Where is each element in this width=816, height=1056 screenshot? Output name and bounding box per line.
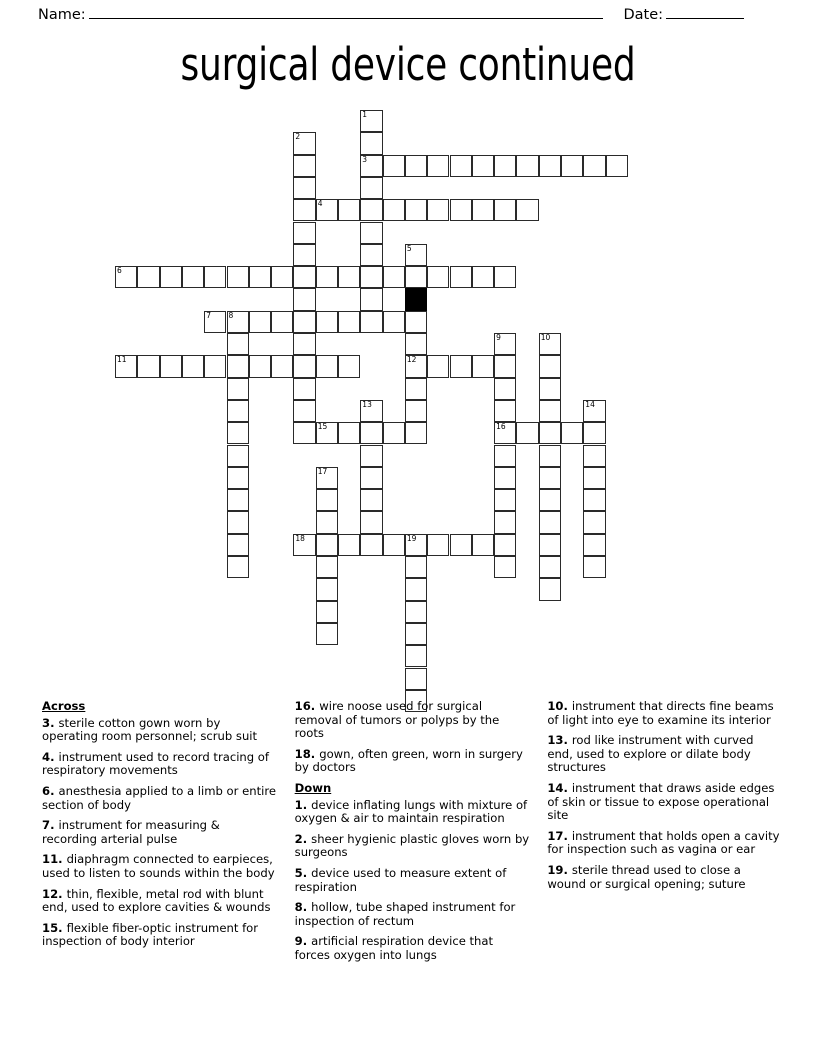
- grid-cell[interactable]: [472, 266, 494, 288]
- clue-text: rod like instrument with curved end, used to explore or dilate body structures: [547, 733, 754, 775]
- grid-cell[interactable]: [539, 378, 561, 400]
- grid-cell[interactable]: [316, 511, 338, 533]
- grid-cell-number: 19: [406, 533, 417, 543]
- grid-cell[interactable]: [316, 199, 338, 221]
- grid-cell[interactable]: [383, 155, 405, 177]
- name-label: Name:: [38, 7, 86, 23]
- clue-text: device used to measure extent of respiration: [294, 865, 507, 894]
- grid-cell-number: 3: [362, 154, 368, 164]
- grid-cell[interactable]: [405, 556, 427, 578]
- grid-cell[interactable]: [383, 311, 405, 333]
- grid-cell[interactable]: [516, 422, 538, 444]
- grid-cell[interactable]: [115, 355, 137, 377]
- grid-cell[interactable]: [405, 155, 427, 177]
- grid-cell[interactable]: [360, 132, 382, 154]
- grid-cell[interactable]: [338, 311, 360, 333]
- clue-across-7: [42, 819, 277, 846]
- grid-cell[interactable]: [472, 155, 494, 177]
- grid-cell[interactable]: [360, 177, 382, 199]
- clue-text: thin, flexible, metal rod with blunt end, used to explore cavities & wounds: [42, 886, 271, 915]
- grid-cell[interactable]: [293, 222, 315, 244]
- grid-cell[interactable]: [405, 400, 427, 422]
- grid-cell[interactable]: [606, 155, 628, 177]
- clues-section: [42, 700, 782, 980]
- grid-cell[interactable]: [539, 445, 561, 467]
- grid-cell[interactable]: [227, 378, 249, 400]
- grid-cell[interactable]: [405, 645, 427, 667]
- grid-cell[interactable]: [316, 311, 338, 333]
- clue-number: 13.: [547, 733, 572, 748]
- grid-cell[interactable]: [494, 155, 516, 177]
- grid-cell-number: 18: [295, 533, 305, 543]
- grid-cell[interactable]: [583, 489, 605, 511]
- grid-cell[interactable]: [160, 355, 182, 377]
- grid-cell[interactable]: [539, 155, 561, 177]
- grid-cell[interactable]: [293, 333, 315, 355]
- grid-cell[interactable]: [249, 311, 271, 333]
- grid-cell[interactable]: [405, 578, 427, 600]
- grid-cell[interactable]: [539, 355, 561, 377]
- grid-cell[interactable]: [316, 534, 338, 556]
- clue-across-11: [42, 853, 277, 880]
- grid-cell[interactable]: [338, 355, 360, 377]
- clue-text: instrument that directs fine beams of light into eye to examine its interior: [547, 699, 774, 727]
- grid-cell[interactable]: [450, 266, 472, 288]
- clue-number: 17.: [547, 828, 572, 843]
- grid-cell[interactable]: [293, 534, 315, 556]
- clue-text: hollow, tube shaped instrument for inspection of rectum: [294, 900, 516, 928]
- grid-cell[interactable]: [293, 355, 315, 377]
- grid-cell[interactable]: [360, 400, 382, 422]
- clue-number: 8.: [294, 900, 312, 915]
- grid-cell[interactable]: [182, 266, 204, 288]
- grid-cell[interactable]: [360, 266, 382, 288]
- grid-cell[interactable]: [539, 400, 561, 422]
- clue-text: anesthesia applied to a limb or entire section of body: [42, 783, 276, 812]
- grid-cell[interactable]: [360, 155, 382, 177]
- grid-cell[interactable]: [405, 311, 427, 333]
- grid-cell[interactable]: [227, 311, 249, 333]
- clue-down-17: [547, 830, 782, 857]
- grid-cell[interactable]: [450, 155, 472, 177]
- grid-cell[interactable]: [360, 244, 382, 266]
- grid-cell[interactable]: [561, 422, 583, 444]
- grid-cell[interactable]: [115, 266, 137, 288]
- grid-cell[interactable]: [316, 623, 338, 645]
- clue-number: 9.: [294, 934, 312, 949]
- grid-cell[interactable]: [204, 266, 226, 288]
- grid-cell[interactable]: [227, 489, 249, 511]
- grid-cell[interactable]: [405, 668, 427, 690]
- grid-cell[interactable]: [360, 467, 382, 489]
- clue-number: 6.: [42, 783, 59, 798]
- grid-cell[interactable]: [316, 556, 338, 578]
- grid-cell-number: 5: [406, 243, 412, 253]
- grid-cell[interactable]: [316, 467, 338, 489]
- grid-cell[interactable]: [539, 467, 561, 489]
- grid-cell[interactable]: [427, 355, 449, 377]
- grid-cell[interactable]: [316, 355, 338, 377]
- clue-number: 5.: [294, 865, 312, 880]
- grid-cell[interactable]: [583, 422, 605, 444]
- clue-across-16: [295, 700, 530, 741]
- grid-cell[interactable]: [227, 511, 249, 533]
- grid-cell[interactable]: [583, 534, 605, 556]
- clue-down-14: [547, 782, 782, 823]
- grid-cell[interactable]: [583, 400, 605, 422]
- clue-down-13: [547, 734, 782, 775]
- grid-cell-number: 9: [496, 333, 501, 342]
- clue-text: instrument that draws aside edges of skin or tissue to expose operational site: [547, 780, 775, 823]
- grid-cell[interactable]: [494, 489, 516, 511]
- grid-cell[interactable]: [227, 422, 249, 444]
- grid-cell[interactable]: [450, 534, 472, 556]
- clue-number: 19.: [547, 862, 572, 877]
- clue-number: 16.: [294, 699, 320, 713]
- grid-cell[interactable]: [539, 333, 561, 355]
- clue-text: sheer hygienic plastic gloves worn by surgeons: [294, 831, 530, 860]
- grid-cell[interactable]: [293, 132, 315, 154]
- grid-cell[interactable]: [227, 400, 249, 422]
- grid-cell[interactable]: [405, 199, 427, 221]
- grid-cell-number: 1: [362, 110, 368, 119]
- down-heading: Down: [294, 780, 332, 795]
- grid-cell-number: 13: [362, 399, 372, 409]
- grid-cell[interactable]: [427, 199, 449, 221]
- grid-cell[interactable]: [360, 511, 382, 533]
- grid-cell[interactable]: [494, 355, 516, 377]
- grid-cell[interactable]: [227, 556, 249, 578]
- grid-cell[interactable]: [383, 422, 405, 444]
- grid-cell[interactable]: [360, 422, 382, 444]
- grid-cell[interactable]: [405, 601, 427, 623]
- grid-cell[interactable]: [338, 199, 360, 221]
- grid-cell-number: 17: [317, 466, 328, 476]
- clue-number: 18.: [294, 746, 320, 761]
- grid-cell-number: 12: [406, 355, 417, 365]
- grid-cell[interactable]: [204, 355, 226, 377]
- grid-cell[interactable]: [494, 266, 516, 288]
- clue-text: gown, often green, worn in surgery by doctors: [294, 746, 523, 775]
- grid-cell[interactable]: [472, 355, 494, 377]
- grid-cell[interactable]: [516, 199, 538, 221]
- clue-text: sterile thread used to close a wound or surgical opening; suture: [547, 862, 746, 891]
- grid-cell[interactable]: [494, 199, 516, 221]
- clue-down-8: [295, 901, 530, 928]
- grid-cell[interactable]: [494, 511, 516, 533]
- grid-cell[interactable]: [494, 534, 516, 556]
- clue-number: 10.: [547, 699, 572, 713]
- grid-cell[interactable]: [383, 534, 405, 556]
- grid-cell[interactable]: [316, 578, 338, 600]
- grid-cell-blocked: [405, 288, 427, 310]
- grid-cell[interactable]: [338, 266, 360, 288]
- grid-cell[interactable]: [539, 422, 561, 444]
- grid-cell[interactable]: [293, 199, 315, 221]
- grid-cell[interactable]: [405, 266, 427, 288]
- grid-cell[interactable]: [249, 266, 271, 288]
- grid-cell[interactable]: [405, 378, 427, 400]
- clue-text: device inflating lungs with mixture of oxygen & air to maintain respiration: [294, 797, 528, 826]
- grid-cell[interactable]: [227, 467, 249, 489]
- grid-cell[interactable]: [137, 266, 159, 288]
- grid-cell-number: 8: [228, 310, 234, 320]
- clue-text: artificial respiration device that forces oxygen into lungs: [294, 934, 494, 962]
- clue-number: 2.: [294, 831, 312, 846]
- clue-text: sterile cotton gown worn by operating room personnel; scrub suit: [42, 715, 258, 744]
- grid-cell[interactable]: [539, 556, 561, 578]
- grid-cell[interactable]: [583, 467, 605, 489]
- grid-cell[interactable]: [293, 378, 315, 400]
- grid-cell-number: 2: [295, 132, 301, 142]
- grid-cell[interactable]: [360, 222, 382, 244]
- grid-cell[interactable]: [539, 534, 561, 556]
- grid-cell[interactable]: [583, 445, 605, 467]
- date-label: Date:: [623, 7, 663, 23]
- grid-cell-number: 14: [585, 399, 595, 409]
- grid-cell[interactable]: [472, 534, 494, 556]
- clue-number: 4.: [42, 749, 59, 764]
- clue-number: 14.: [547, 780, 572, 795]
- grid-cell-number: 4: [317, 199, 323, 209]
- grid-cell[interactable]: [293, 288, 315, 310]
- clue-across-3: [42, 717, 277, 744]
- clue-text: diaphragm connected to earpieces, used to listen to sounds within the body: [42, 852, 275, 880]
- grid-cell[interactable]: [271, 266, 293, 288]
- grid-cell[interactable]: [472, 199, 494, 221]
- grid-cell[interactable]: [271, 355, 293, 377]
- grid-cell[interactable]: [316, 489, 338, 511]
- grid-cell[interactable]: [360, 199, 382, 221]
- grid-cell[interactable]: [494, 333, 516, 355]
- grid-cell[interactable]: [338, 422, 360, 444]
- grid-cell[interactable]: [316, 266, 338, 288]
- grid-cell[interactable]: [227, 355, 249, 377]
- grid-cell-number: 11: [117, 355, 127, 365]
- grid-cell[interactable]: [583, 155, 605, 177]
- grid-cell[interactable]: [405, 422, 427, 444]
- grid-cell[interactable]: [249, 355, 271, 377]
- grid-cell[interactable]: [316, 422, 338, 444]
- clue-down-10: [547, 700, 782, 727]
- grid-cell[interactable]: [360, 445, 382, 467]
- across-heading: Across: [42, 699, 86, 713]
- grid-cell[interactable]: [583, 556, 605, 578]
- grid-cell-number: 15: [317, 422, 328, 432]
- grid-cell[interactable]: [360, 534, 382, 556]
- grid-cell[interactable]: [583, 511, 605, 533]
- grid-cell[interactable]: [160, 266, 182, 288]
- grid-cell[interactable]: [539, 489, 561, 511]
- clue-number: 1.: [294, 797, 312, 812]
- grid-cell[interactable]: [293, 311, 315, 333]
- clue-across-6: [42, 785, 277, 812]
- grid-cell[interactable]: [427, 266, 449, 288]
- clue-across-15: [42, 922, 277, 949]
- clue-text: instrument used to record tracing of respiratory movements: [42, 749, 269, 778]
- grid-cell[interactable]: [182, 355, 204, 377]
- clue-number: 3.: [42, 715, 59, 730]
- grid-cell[interactable]: [494, 378, 516, 400]
- grid-cell[interactable]: [405, 623, 427, 645]
- grid-cell[interactable]: [227, 266, 249, 288]
- grid-cell[interactable]: [494, 556, 516, 578]
- grid-cell[interactable]: [293, 244, 315, 266]
- grid-cell[interactable]: [427, 534, 449, 556]
- grid-cell[interactable]: [293, 400, 315, 422]
- grid-cell[interactable]: [227, 445, 249, 467]
- grid-cell[interactable]: [293, 422, 315, 444]
- clue-number: 11.: [42, 852, 67, 867]
- grid-cell[interactable]: [293, 177, 315, 199]
- grid-cell-number: 16: [496, 422, 506, 432]
- grid-cell-number: 6: [117, 266, 122, 276]
- grid-cell[interactable]: [539, 578, 561, 600]
- grid-cell[interactable]: [450, 355, 472, 377]
- grid-cell[interactable]: [539, 511, 561, 533]
- grid-cell[interactable]: [227, 333, 249, 355]
- clue-across-18: [295, 748, 530, 775]
- grid-cell[interactable]: [427, 155, 449, 177]
- clue-across-12: [42, 888, 277, 915]
- grid-cell[interactable]: [360, 311, 382, 333]
- clue-down-2: [295, 833, 530, 860]
- grid-cell[interactable]: [405, 244, 427, 266]
- grid-cell[interactable]: [316, 601, 338, 623]
- grid-cell[interactable]: [494, 445, 516, 467]
- grid-cell[interactable]: [360, 110, 382, 132]
- grid-cell[interactable]: [293, 155, 315, 177]
- grid-cell[interactable]: [360, 489, 382, 511]
- grid-cell[interactable]: [271, 311, 293, 333]
- grid-cell[interactable]: [137, 355, 159, 377]
- grid-cell[interactable]: [450, 199, 472, 221]
- grid-cell[interactable]: [494, 400, 516, 422]
- grid-cell[interactable]: [405, 333, 427, 355]
- grid-cell[interactable]: [383, 266, 405, 288]
- page-title: surgical device continued: [180, 38, 636, 91]
- grid-cell[interactable]: [227, 534, 249, 556]
- grid-cell[interactable]: [338, 534, 360, 556]
- grid-cell[interactable]: [293, 266, 315, 288]
- clue-text: instrument for measuring & recording arterial pulse: [42, 818, 220, 846]
- clue-text: wire noose used for surgical removal of tumors or polyps by the roots: [294, 699, 500, 741]
- grid-cell[interactable]: [494, 467, 516, 489]
- grid-cell-number: 10: [540, 333, 551, 342]
- grid-cell[interactable]: [405, 355, 427, 377]
- clue-down-1: [295, 799, 530, 826]
- clue-down-5: [295, 867, 530, 894]
- grid-cell[interactable]: [405, 534, 427, 556]
- grid-cell[interactable]: [204, 311, 226, 333]
- clue-down-9: [295, 935, 530, 962]
- clue-across-4: [42, 751, 277, 778]
- clue-text: instrument that holds open a cavity for inspection such as vagina or ear: [547, 828, 780, 857]
- grid-cell[interactable]: [516, 155, 538, 177]
- clue-text: flexible fiber-optic instrument for inspection of body interior: [42, 920, 259, 949]
- grid-cell[interactable]: [561, 155, 583, 177]
- clue-number: 12.: [42, 886, 67, 901]
- grid-cell[interactable]: [383, 199, 405, 221]
- clue-down-19: [547, 864, 782, 891]
- grid-cell-number: 7: [206, 310, 211, 320]
- grid-cell[interactable]: [360, 288, 382, 310]
- grid-cell[interactable]: [494, 422, 516, 444]
- clue-number: 15.: [42, 920, 67, 935]
- clue-number: 7.: [42, 818, 59, 833]
